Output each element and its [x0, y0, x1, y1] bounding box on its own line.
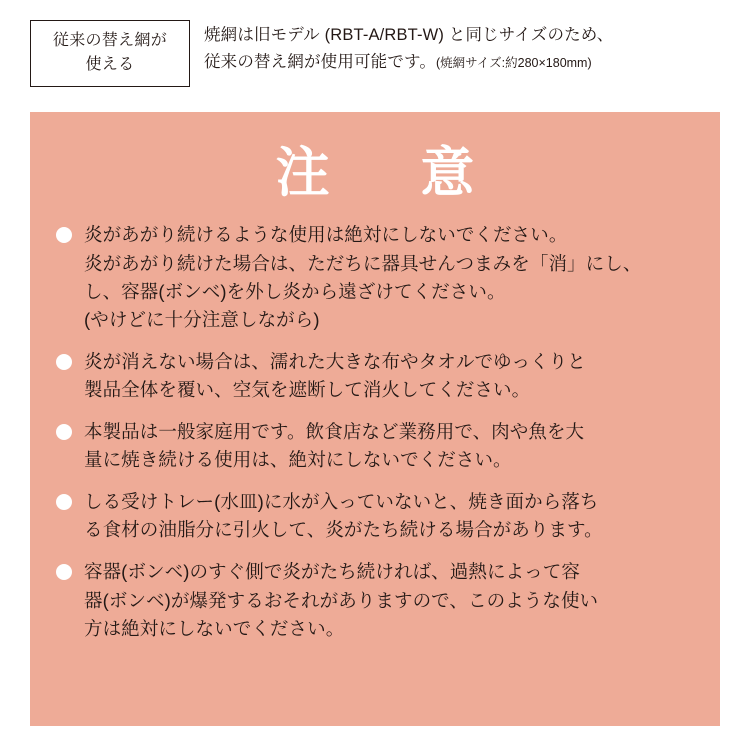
list-item [56, 221, 694, 333]
top-note-text-line1: 焼網は旧モデル (RBT-A/RBT-W) と同じサイズのため、 [204, 26, 614, 44]
warning-line: 本製品は一般家庭用です。飲食店など業務用で、肉や魚を大 [84, 421, 585, 443]
list-item [56, 348, 694, 404]
caution-title: 注 意 [275, 143, 493, 203]
caution-warning-list [56, 221, 694, 642]
warning-line: 炎があがり続けた場合は、ただちに器具せんつまみを「消」にし、 [84, 252, 642, 274]
list-item [56, 488, 694, 544]
warning-line: る食材の油脂分に引火して、炎がたち続ける場合があります。 [84, 519, 603, 541]
warning-line: 方は絶対にしないでください。 [84, 617, 345, 639]
warning-line: 炎があがり続けるような使用は絶対にしないでください。 [84, 224, 568, 246]
warning-line: 炎が消えない場合は、濡れた大きな布やタオルでゆっくりと [84, 350, 586, 372]
list-item [56, 418, 694, 474]
bullet-icon [56, 424, 72, 440]
warning-line: 製品全体を覆い、空気を遮断して消火してください。 [84, 378, 531, 400]
top-note-badge [30, 20, 190, 87]
warning-line: (やけどに十分注意しながら) [84, 308, 320, 330]
warning-line: 容器(ボンベ)のすぐ側で炎がたち続ければ、過熱によって容 [84, 561, 580, 583]
top-note-badge-line2: 使える [85, 56, 135, 73]
top-note-text [204, 20, 720, 76]
warning-line: し、容器(ボンベ)を外し炎から遠ざけてください。 [84, 280, 506, 302]
caution-panel [30, 112, 720, 726]
top-note-text-size: (焼網サイズ:約280×180mm) [436, 56, 592, 71]
top-note-text-line2: 従来の替え網が使用可能です。 [204, 53, 436, 72]
warning-line: 量に焼き続ける使用は、絶対にしないでください。 [84, 449, 512, 471]
top-note-badge-line1: 従来の替え網が [52, 32, 168, 49]
bullet-icon [56, 227, 72, 243]
list-item [56, 558, 694, 642]
bullet-icon [56, 564, 72, 580]
warning-line: しる受けトレー(水皿)に水が入っていないと、焼き面から落ち [84, 491, 599, 513]
warning-line: 器(ボンベ)が爆発するおそれがありますので、このような使い [84, 589, 599, 611]
bullet-icon [56, 354, 72, 370]
bullet-icon [56, 494, 72, 510]
top-note [30, 20, 720, 87]
